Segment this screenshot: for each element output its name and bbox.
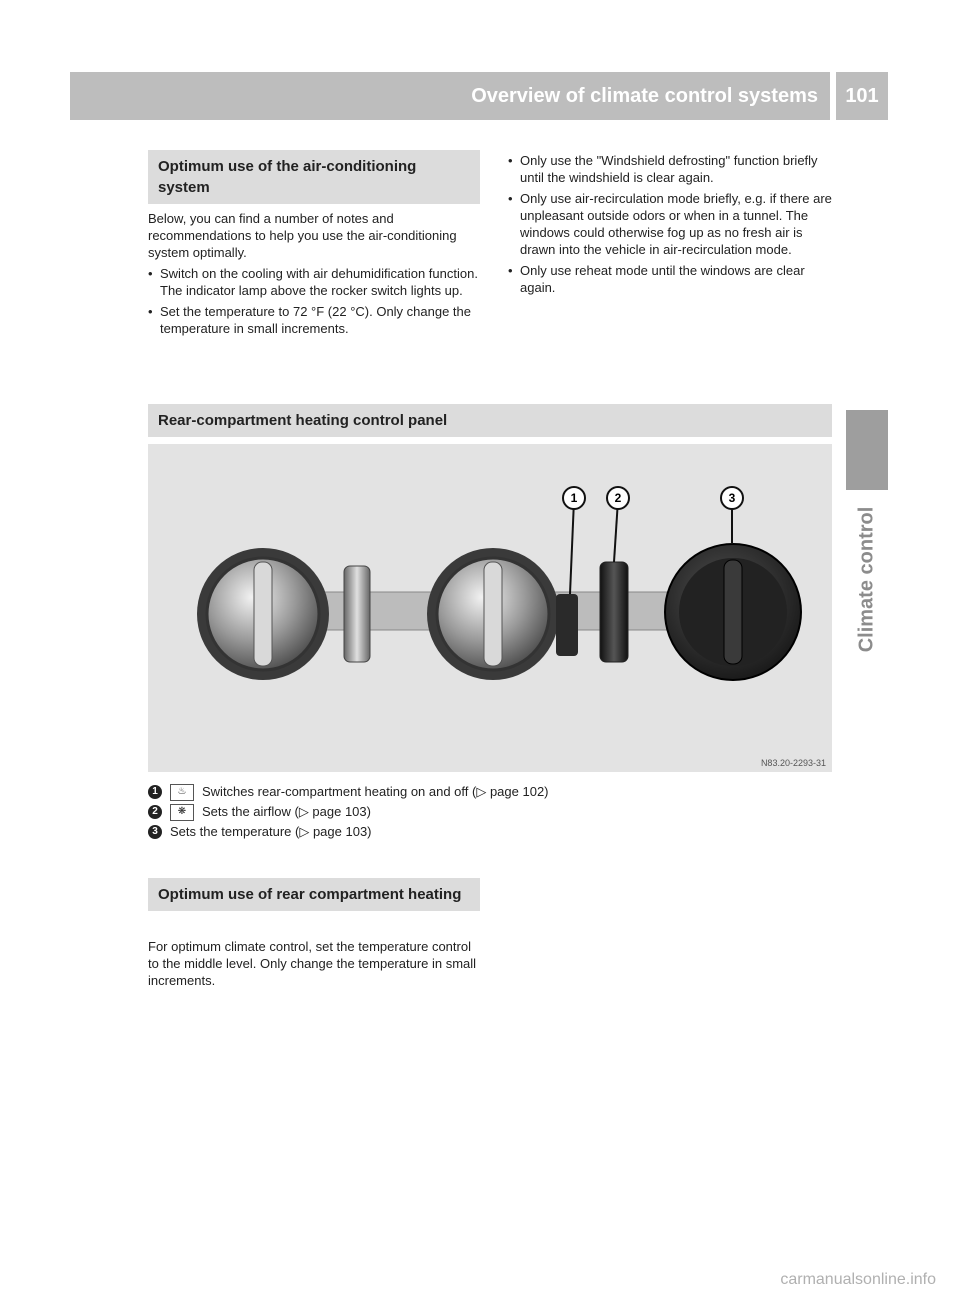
section-heading-ac: Optimum use of the air-conditioning system (148, 150, 480, 204)
temperature-knob (665, 544, 801, 680)
distribution-knob (427, 548, 559, 680)
legend-text-3: Sets the temperature (▷ page 103) (170, 824, 372, 839)
section-heading-rear-panel: Rear-compartment heating control panel (148, 404, 832, 437)
svg-text:1: 1 (570, 491, 578, 505)
fan-icon: ❋ (170, 804, 194, 821)
control-panel-illustration (148, 444, 832, 772)
legend-number-2: 2 (148, 805, 162, 819)
callout-1 (563, 487, 585, 509)
bullet-list (508, 152, 834, 296)
rear-heat-icon: ♨ (170, 784, 194, 801)
page-number: 101 (836, 72, 888, 120)
legend-row-2 (148, 802, 838, 822)
list-item: • Switch on the cooling with air dehumidification function. The indicator lamp above the rocker switch lights up. (148, 265, 480, 299)
watermark: carmanualsonline.info (780, 1271, 936, 1288)
legend-text-2: Sets the airflow (▷ page 103) (202, 804, 371, 819)
fan-knob (197, 548, 329, 680)
callout-1-leader (570, 500, 574, 594)
section-ac-left-column (148, 210, 480, 341)
bullet-list (148, 265, 480, 337)
control-panel-figure (148, 444, 832, 772)
side-tab-marker (846, 410, 888, 490)
section-ac-intro: Below, you can find a number of notes and recommendations to help you use the air-conditioning system optimally. (148, 211, 457, 260)
list-item: • Only use air-recirculation mode briefly, e.g. if there are unpleasant outside odors or when in a tunnel. The windows could otherwise fog up as no fresh air is drawn into the vehicle in air-recirculation mode. (508, 190, 834, 258)
section-heading-rear-heating: Optimum use of rear compartment heating (148, 878, 480, 911)
legend-number-1: 1 (148, 785, 162, 799)
rear-heat-switch (556, 594, 578, 656)
legend-text-1: Switches rear-compartment heating on and off (▷ page 102) (202, 784, 549, 799)
section-rear-heating-text: For optimum climate control, set the temperature control to the middle level. Only change the temperature in small increments. (148, 939, 477, 988)
list-item: • Set the temperature to 72 °F (22 °C). Only change the temperature in small increments. (148, 303, 480, 337)
airflow-wheel (600, 562, 628, 662)
list-item: • Only use the "Windshield defrosting" function briefly until the windshield is clear again. (508, 152, 834, 186)
section-ac-right-column (508, 152, 834, 300)
legend-row-3 (148, 822, 838, 842)
legend-row-1 (148, 782, 838, 802)
figure-code: N83.20-2293-31 (760, 758, 826, 768)
list-item: • Only use reheat mode until the windows are clear again. (508, 262, 834, 296)
callout-2 (607, 487, 629, 509)
side-tab-label (846, 494, 888, 664)
callout-3 (721, 487, 743, 509)
svg-text:2: 2 (614, 491, 622, 505)
header-title: Overview of climate control systems (70, 72, 830, 120)
figure-legend (148, 782, 838, 842)
svg-text:3: 3 (728, 491, 736, 505)
legend-number-3: 3 (148, 825, 162, 839)
page-header (70, 72, 888, 120)
left-wheel (344, 566, 370, 662)
side-tab-text: Climate control (855, 506, 878, 652)
